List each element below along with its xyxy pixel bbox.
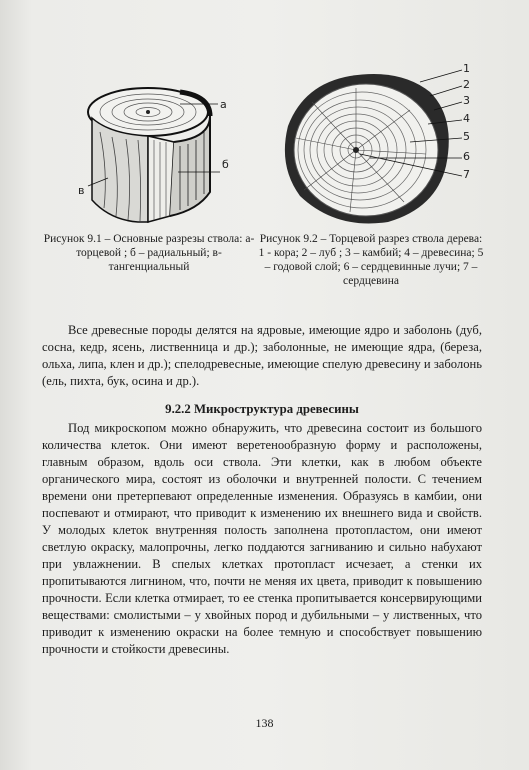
figure1-label-v: в bbox=[78, 184, 85, 197]
paragraph-microstructure: Под микроскопом можно обнаружить, что древесина состоит из большого количества клеток. Они имеют веретенообразную форму и расположены, главным образом, вдоль оси ствола. Эти клетки, как в любом объекте органического мира, состоят из оболочки и внутренней полости. С течением времени они претерпевают определенные изменения. Образуясь в камбии, они поспевают и отмирают, что приводит к изменению их внешнего вида и свойств. У молодых клеток внутренняя полость заполнена протопластом, они имеют светлую окраску, малопрочны, легко поддаются загниванию и сильно набухают при увлажнении. В спелых клетках протопласт исчезает, а стенки их пропитываются лигнином, что, почти не меняя их цвета, приводит к повышению прочности. Если клетка отмирает, то ее стенка пропитывается консервирующими веществами: смолистыми – у хвойных пород и дубильными – у лиственных, что приводит к изменению окраски на более темную и способствует повышению прочности и стойкости древесины. bbox=[42, 421, 482, 656]
figure2-label-5: 5 bbox=[463, 130, 470, 143]
page-number: 138 bbox=[255, 716, 274, 730]
figure-log-cuts bbox=[70, 82, 250, 232]
figure1-label-b: б bbox=[222, 158, 229, 171]
figure2-label-3: 3 bbox=[463, 94, 470, 107]
section-heading: 9.2.2 Микроструктура древесины bbox=[165, 402, 359, 416]
figure2-label-1: 1 bbox=[463, 62, 470, 75]
figure2-label-2: 2 bbox=[463, 78, 470, 91]
figure2-label-6: 6 bbox=[463, 150, 470, 163]
paragraph-wood-types: Все древесные породы делятся на ядровые, имеющие ядро и заболонь (дуб, сосна, кедр, ясень, лиственница и др.); заболонные, не имеющие ядра, (береза, ольха, липа, клен и др.); спелодревесные, имеющие спелую древесину и заболонь (ель, пихта, бук, осина и др.). bbox=[42, 323, 482, 388]
figure-trunk-cross-section bbox=[270, 62, 480, 232]
figure2-label-4: 4 bbox=[463, 112, 470, 125]
figure1-label-a: а bbox=[220, 98, 227, 111]
figure2-label-7: 7 bbox=[463, 168, 470, 181]
figure2-caption: Рисунок 9.2 – Торцевой разрез ствола дерева: 1 - кора; 2 – луб ; 3 – камбий; 4 – древесина; 5 – годовой слой; 6 – сердцевинные лучи; 7 – сердцевина bbox=[258, 233, 484, 287]
figure1-caption: Рисунок 9.1 – Основные разрезы ствола: а- торцевой ; б – радиальный; в- тангенциальный bbox=[43, 233, 255, 273]
